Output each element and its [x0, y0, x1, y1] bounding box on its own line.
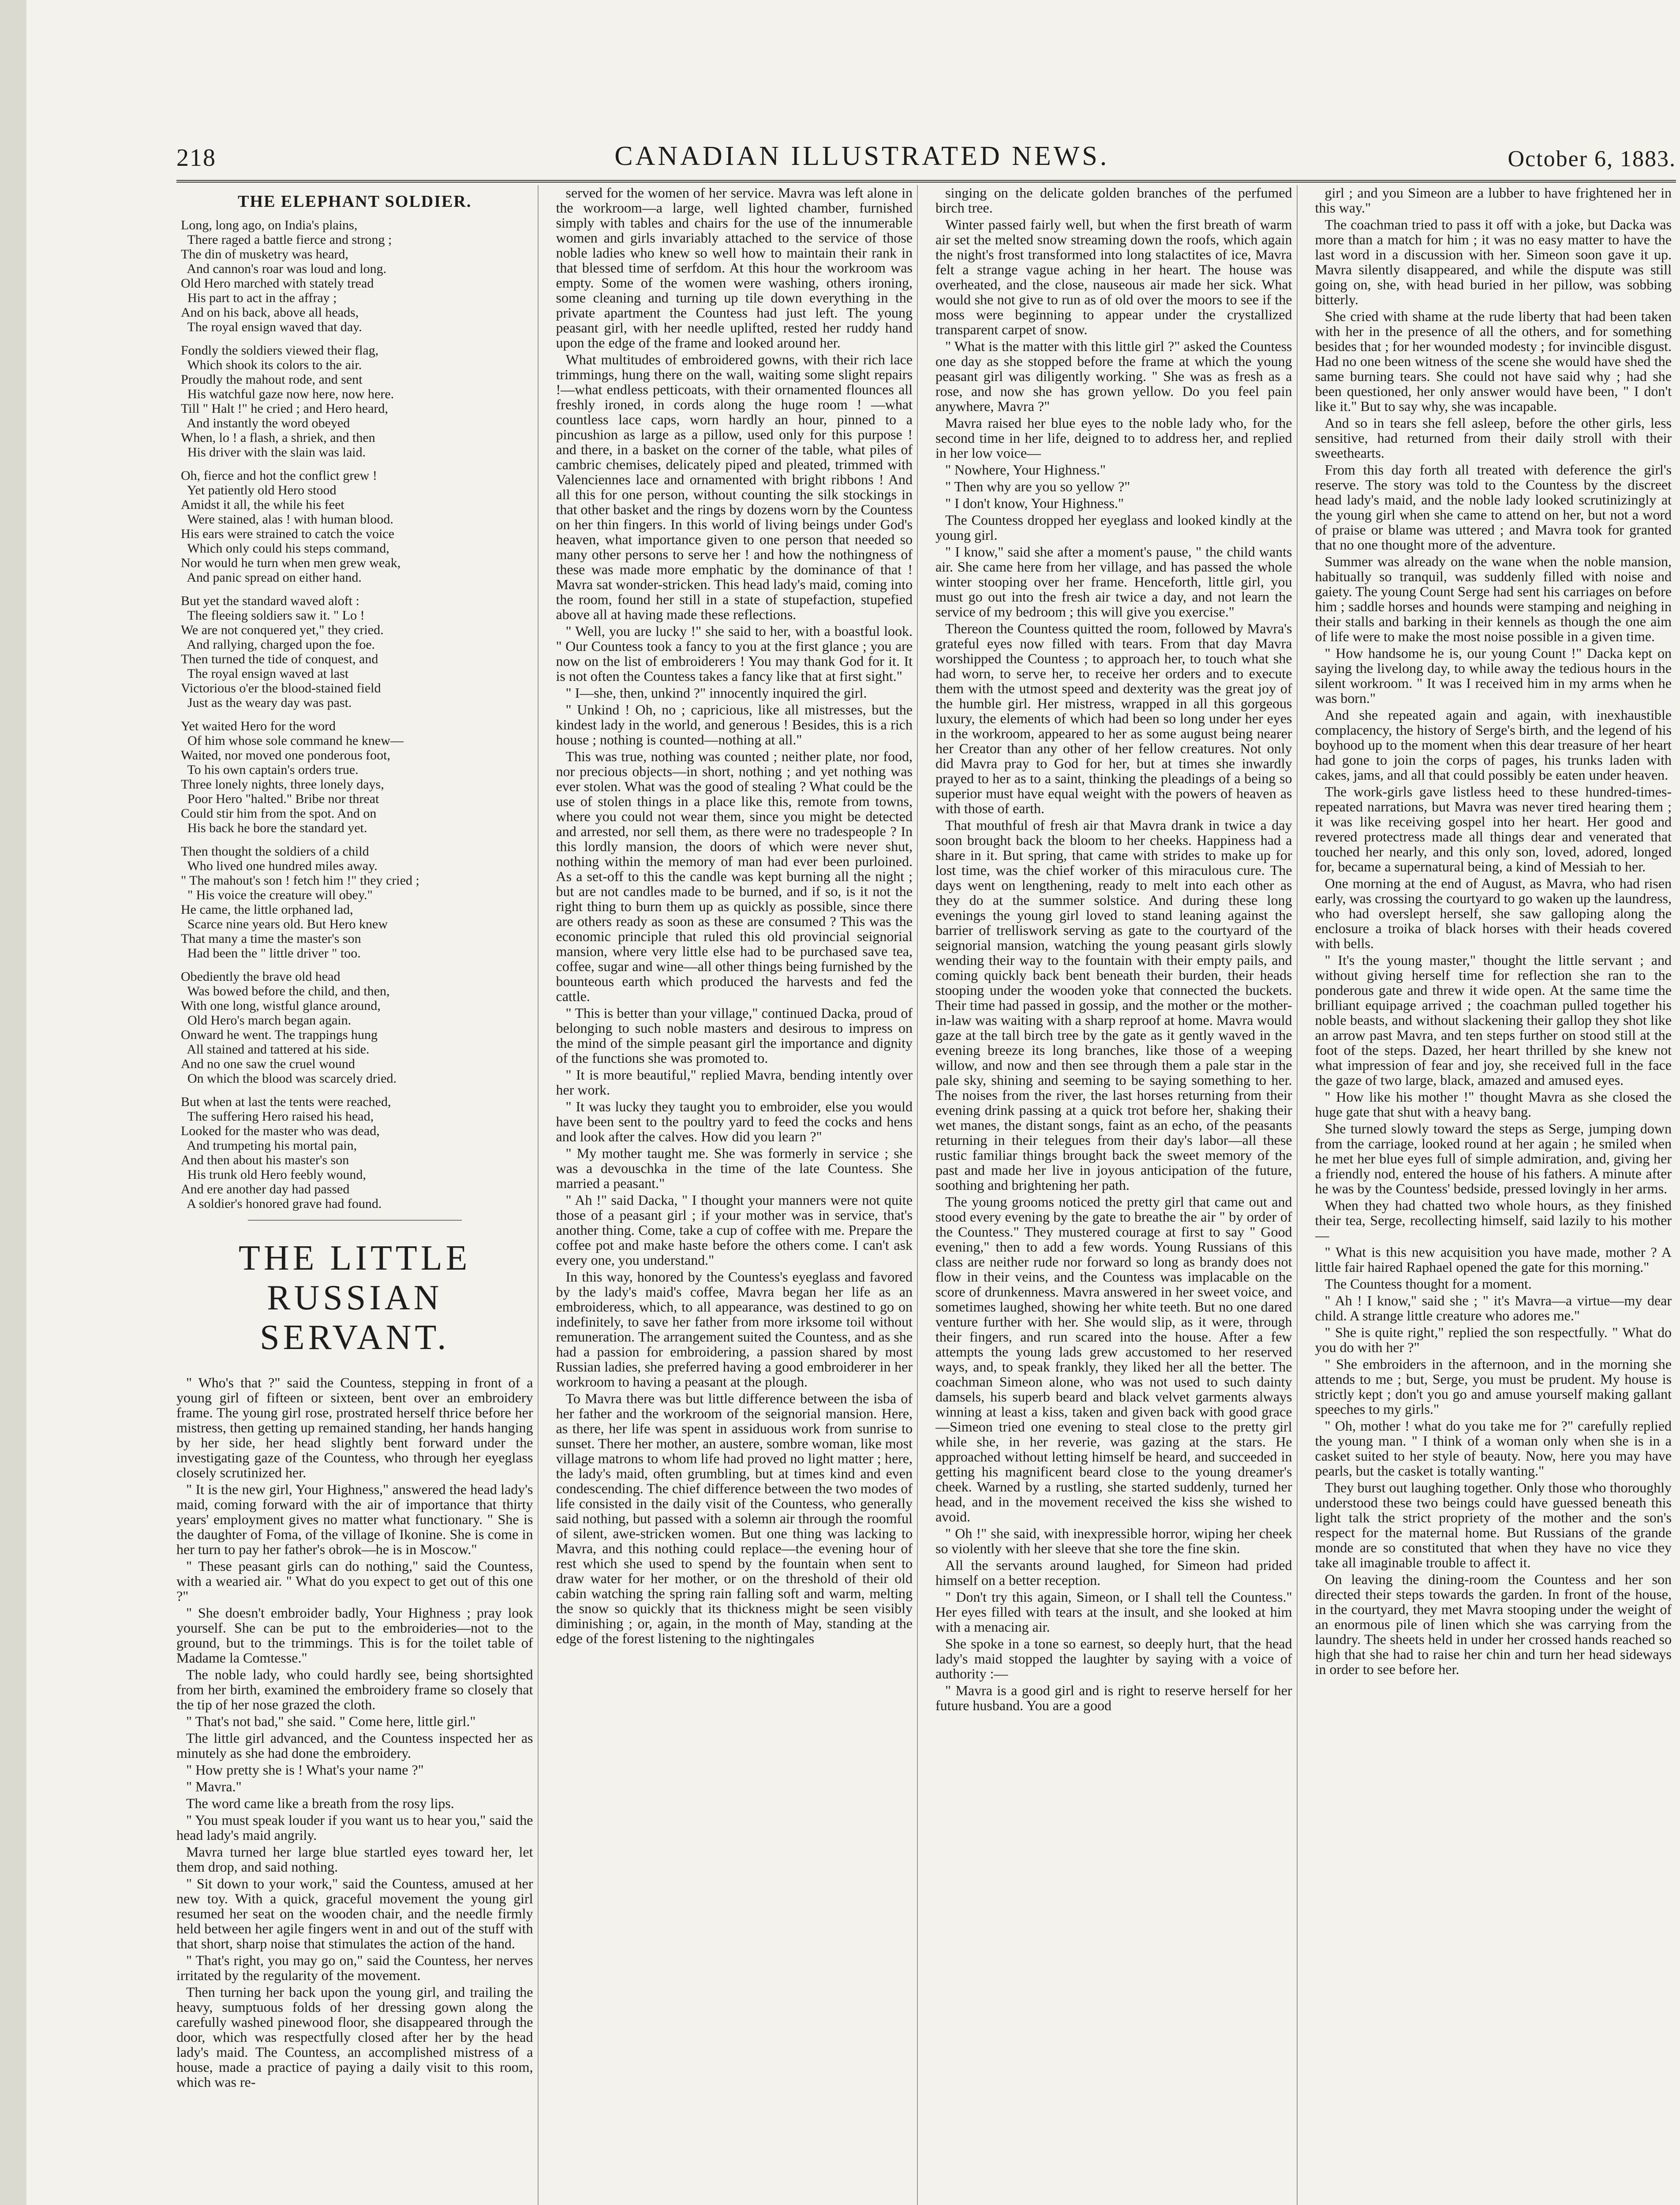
poem-line: But yet the standard waved aloft : — [181, 594, 359, 608]
newspaper-title: CANADIAN ILLUSTRATED NEWS. — [614, 141, 1110, 171]
poem-line: When, lo ! a flash, a shriek, and then — [181, 430, 375, 445]
paragraph: " This is better than your village," continued Dacka, proud of belonging to such noble masters and desirous to impress on the mind of the simple peasant girl the importance and dignity of the functions she was promoted to. — [556, 1005, 913, 1066]
column-1 — [176, 185, 539, 2205]
paragraph: " Who's that ?" said the Countess, stepping in front of a young girl of fifteen or sixteen, bent over an embroidery frame. The young girl rose, prostrated herself thrice before her mistress, then getting up remained standing, her hands hanging by her side, her head slightly bent forward under the investigating gaze of the Countess, who through her eyeglass closely scrutinized her. — [176, 1375, 533, 1480]
paragraph: " What is the matter with this little girl ?" asked the Countess one day as she stopped before the frame at which the young peasant girl was diligently working. " She was as fresh as a rose, and now she has grown yellow. Do you feel pain anywhere, Mavra ?" — [935, 338, 1292, 414]
poem-line: Then thought the soldiers of a child — [181, 844, 369, 859]
paragraph: And she repeated again and again, with inexhaustible complacency, the history of Serge's birth, and the legend of his boyhood up to the moment when this dear treasure of her heart had gone to join the corps of pages, his trunks laden with cakes, jams, and all that could possibly be eaten under heaven. — [1315, 707, 1672, 783]
poem-stanza — [176, 594, 533, 710]
poem-line: A soldier's honored grave had found. — [181, 1196, 382, 1211]
poem-stanza — [176, 218, 533, 334]
paragraph: " Sit down to your work," said the Countess, amused at her new toy. With a quick, graceful movement the young girl resumed her seat on the wooden chair, and the needle firmly held between her agile fingers went in and out of the stuff with that short, sharp noise that stimulates the action of the hand. — [176, 1876, 533, 1951]
issue-date: October 6, 1883. — [1508, 146, 1676, 172]
poem-line: Poor Hero "halted." Bribe nor threat — [181, 792, 379, 806]
poem-line: His driver with the slain was laid. — [181, 445, 366, 460]
story-title — [176, 1238, 533, 1357]
paragraph: " It's the young master," thought the little servant ; and without giving herself time for reflection she ran to the ponderous gate and threw it wide open. At the same time the brilliant equipage arrived ; the coachman pulled together his noble beasts, and without slackening their gallop they shot like an arrow past Mavra, and ten steps further on stood still at the foot of the steps. Dazed, her heart thrilled by she knew not what impression of fear and joy, she received full in the face the gaze of two large, black, amazed and amused eyes. — [1315, 952, 1672, 1088]
paragraph: " You must speak louder if you want us to hear you," said the head lady's maid angrily. — [176, 1812, 533, 1843]
paragraph: Mavra turned her large blue startled eyes toward her, let them drop, and said nothing. — [176, 1844, 533, 1875]
poem-line: And rallying, charged upon the foe. — [181, 637, 375, 652]
poem-line: And ere another day had passed — [181, 1182, 350, 1196]
page-header — [176, 128, 1676, 183]
poem-line: Proudly the mahout rode, and sent — [181, 372, 363, 387]
paragraph: On leaving the dining-room the Countess and her son directed their steps towards the garden. In front of the house, in the courtyard, they met Mavra stooping under the weight of an enormous pile of linen which she was carrying from the laundry. The sheets held in under her crossed hands reached so high that she had to raise her chin and turn her head sideways in order to see before her. — [1315, 1571, 1672, 1677]
paragraph: The noble lady, who could hardly see, being shortsighted from her birth, examined the embroidery frame so closely that the tip of her nose grazed the cloth. — [176, 1667, 533, 1712]
paragraph: " I don't know, Your Highness." — [945, 495, 1124, 511]
poem-line: But when at last the tents were reached, — [181, 1095, 391, 1109]
poem-stanza — [176, 1095, 533, 1211]
poem-stanza — [176, 343, 533, 460]
paragraph: Summer was already on the wane when the noble mansion, habitually so tranquil, was suddenly filled with noise and gaiety. The young Count Serge had sent his carriages on before him ; saddle horses and hounds were stamping and neighing in their stalls and barking in their kennels as though the one aim of life were to make the most noise possible in a given time. — [1315, 553, 1672, 644]
poem-line: That many a time the master's son — [181, 931, 361, 946]
paragraph: served for the women of her service. Mavra was left alone in the workroom—a large, well lighted chamber, furnished simply with tables and chairs for the use of the innumerable women and girls invariably attached to the service of those noble ladies who knew so well how to maintain their rank in that blessed time of serfdom. At this hour the workroom was empty. Some of the women were washing, others ironing, some cleaning and turning up tile down everything in the private apartment the Countess had just left. The young peasant girl, with her needle uplifted, rested her ruddy hand upon the edge of the frame and looked around her. — [556, 185, 913, 351]
poem-line: Oh, fierce and hot the conflict grew ! — [181, 468, 377, 483]
poem-line: Long, long ago, on India's plains, — [181, 218, 358, 232]
paragraph: That mouthful of fresh air that Mavra drank in twice a day soon brought back the bloom to her cheeks. Happiness had a share in it. But spring, that came with strides to make up for lost time, was the chief worker of this miraculous cure. The days went on lengthening, ready to melt into each other as they do at the summer solstice. And during these long evenings the young girl loved to stand leaning against the barrier of trelliswork serving as gate to the courtyard of the seignorial mansion, watching the young peasant girls slowly wending their way to the fountain with their empty pails, and coming quickly back bent beneath their burden, their heads stooping under the wooden yoke that connected the buckets. Their time had passed in gossip, and the mother or the mother-in-law was waiting with a sharp reproof at home. Mavra would gaze at the tall birch tree by the gate as it gently waved in the evening breeze its long branches, like those of a weeping willow, and now and then see through them a pale star in the pale sky, shining and seeming to be saying something to her. The noises from the river, the last horses returning from their evening drink passing at a quick trot before her, shaking their wet manes, the distant songs, faint as an echo, of the peasants returning in their telegues from their day's labor—all these rustic familiar things brought back the sweet memory of the past and made her live in joyous anticipation of the future, soothing and brightening her path. — [935, 817, 1292, 1193]
poem-line: Who lived one hundred miles away. — [181, 859, 378, 873]
poem-line: His back he bore the standard yet. — [181, 821, 367, 835]
paragraph: " Ah !" said Dacka, " I thought your manners were not quite those of a peasant girl ; if your mother was in service, that's another thing. Come, take a cup of coffee with me. Prepare the coffee pot and make haste before the others come. I can't ask every one, you understand." — [556, 1192, 913, 1268]
poem-line: Were stained, alas ! with human blood. — [181, 512, 393, 527]
paragraph: " Oh !" she said, with inexpressible horror, wiping her cheek so violently with her sleeve that she tore the fine skin. — [935, 1525, 1292, 1556]
paragraph: The work-girls gave listless heed to these hundred-times-repeated narrations, but Mavra was never tired hearing them ; it was like receiving gospel into her heart. Her good and revered protectress made all things dear and venerated that touched her nearly, and this only son, loved, adored, longed for, became a supernatural being, a kind of Messiah to her. — [1315, 784, 1672, 875]
poem-line: Of him whose sole command he knew— — [181, 733, 404, 748]
poem-line: Old Hero's march began again. — [181, 1013, 352, 1028]
poem-stanza — [176, 719, 533, 835]
poem-line: Nor would he turn when men grew weak, — [181, 556, 401, 570]
poem-line: Just as the weary day was past. — [181, 695, 352, 710]
paragraph: One morning at the end of August, as Mavra, who had risen early, was crossing the courtyard to go waken up the laundress, who had overslept herself, she saw galloping along the enclosure a troika of black horses with their heads covered with bells. — [1315, 875, 1672, 951]
poem-line: With one long, wistful glance around, — [181, 998, 381, 1013]
poem-line: All stained and tattered at his side. — [181, 1042, 370, 1057]
poem-stanza — [176, 969, 533, 1086]
story-text-col3 — [935, 185, 1292, 1713]
story-text-col2 — [556, 185, 913, 1646]
poem-line: Obediently the brave old head — [181, 969, 340, 984]
paragraph: girl ; and you Simeon are a lubber to have frightened her in this way." — [1315, 185, 1672, 216]
poem-line: " The mahout's son ! fetch him !" they cried ; — [181, 873, 419, 888]
paragraph: When they had chatted two whole hours, as they finished their tea, Serge, recollecting himself, said lazily to his mother— — [1315, 1197, 1672, 1243]
column-2 — [556, 185, 918, 2205]
paragraph: The Countess thought for a moment. — [1325, 1276, 1532, 1292]
column-4 — [1315, 185, 1676, 2205]
paragraph: She spoke in a tone so earnest, so deeply hurt, that the head lady's maid stopped the laughter by saying with a voice of authority :— — [935, 1636, 1292, 1682]
paragraph: " Unkind ! Oh, no ; capricious, like all mistresses, but the kindest lady in the world, and generous ! Besides, this is a rich house ; nothing is counted—nothing at all." — [556, 702, 913, 747]
story-text-col4 — [1315, 185, 1672, 1677]
paragraph: She cried with shame at the rude liberty that had been taken with her in the presence of all the others, and for something besides that ; for her wounded modesty ; for invincible disgust. Had no one been witness of the scene she would have shed the same burning tears. She could not have said why ; had she been questioned, her only answer would have been, " I don't like it." But to say why, she was incapable. — [1315, 308, 1672, 414]
poem-line: And on his back, above all heads, — [181, 305, 359, 320]
paragraph: " It was lucky they taught you to embroider, else you would have been sent to the poultry yard to feed the cocks and hens and look after the calves. How did you learn ?" — [556, 1099, 913, 1144]
poem-line: Victorious o'er the blood-stained field — [181, 681, 381, 695]
paragraph: " Mavra is a good girl and is right to reserve herself for her future husband. You are a good — [935, 1682, 1292, 1713]
poem-line: Yet waited Hero for the word — [181, 719, 336, 733]
poem-line: Waited, nor moved one ponderous foot, — [181, 748, 390, 762]
poem-line: His watchful gaze now here, now here. — [181, 387, 394, 401]
poem-line: On which the blood was scarcely dried. — [181, 1071, 397, 1086]
paragraph: Thereon the Countess quitted the room, followed by Mavra's grateful eyes now filled with tears. From that day Mavra worshipped the Countess ; to approach her, to touch what she had worn, to serve her, to receive her orders and to execute them with the utmost speed and dexterity was the great joy of the humble girl. Her mistress, wrapped in all this gorgeous luxury, the elements of which had been so long under her eyes in the workroom, appeared to her as some august being nearer her Creator than any other of her fellow creatures. Not only did Mavra pray to God for her, but at times she inwardly prayed to her as to a saint, thinking the pleadings of a being so superior must have equal weight with the powers of heaven as with those of earth. — [935, 620, 1292, 816]
poem-line: Fondly the soldiers viewed their flag, — [181, 343, 379, 358]
poem-line: And cannon's roar was loud and long. — [181, 262, 387, 276]
paragraph: " She is quite right," replied the son respectfully. " What do you do with her ?" — [1315, 1324, 1672, 1355]
poem-line: Could stir him from the spot. And on — [181, 806, 377, 821]
paragraph: In this way, honored by the Countess's eyeglass and favored by the lady's maid's coffee, Mavra began her life as an embroideress, which, to all appearance, was destined to go on indefinitely, to save her father from more irksome toil without remuneration. The arrangement suited the Countess, and as she had a passion for embroidering, a passion shared by most Russian ladies, she preferred having a good embroiderer in her workroom to having a peasant at the plough. — [556, 1269, 913, 1390]
poem-line: Which only could his steps command, — [181, 541, 389, 556]
poem-line: And then about his master's son — [181, 1153, 349, 1167]
poem-line: To his own captain's orders true. — [181, 762, 359, 777]
paragraph: Mavra raised her blue eyes to the noble lady who, for the second time in her life, deigned to to address her, and replied in her low voice— — [935, 415, 1292, 461]
poem-line: Till " Halt !" he cried ; and Hero heard, — [181, 401, 388, 416]
poem-line: The royal ensign waved at last — [181, 666, 349, 681]
paragraph: " That's not bad," she said. " Come here, little girl." — [186, 1713, 476, 1729]
paragraph: " Nowhere, Your Highness." — [945, 462, 1106, 478]
page-number: 218 — [176, 144, 216, 172]
newspaper-page — [176, 110, 1680, 2205]
paragraph: " How handsome he is, our young Count !" Dacka kept on saying the livelong day, to while away the tedious hours in the silent workroom. " It was I received him in my arms when he was born." — [1315, 645, 1672, 706]
paragraph: " Well, you are lucky !" she said to her, with a boastful look. " Our Countess took a fancy to you at the first glance ; you are now on the list of embroiderers ! You may thank God for it. It is not often the Countess takes a fancy like that at first sight." — [556, 623, 913, 684]
poem-line: His ears were strained to catch the voice — [181, 527, 394, 541]
paragraph: To Mavra there was but little difference between the isba of her father and the workroom of the seignorial mansion. Here, as there, her life was spent in assiduous work from sunrise to sunset. There her mother, an austere, sombre woman, like most village matrons to whom life had proved no light matter ; here, the lady's maid, often grumbling, but at times kind and even condescending. The chief difference between the two modes of life consisted in the daily visit of the Countess, who generally said nothing, but passed with a solemn air through the roomful of silent, awe-stricken women. But one thing was lacking to Mavra, and this nothing could replace—the evening hour of rest which she used to spend by the fountain when sent to draw water for her mother, or on the threshold of their old cabin watching the spring rain falling soft and warm, melting the snow so quickly that its thickness might be seen visibly diminishing ; or, again, in the month of May, standing at the edge of the forest listening to the nightingales — [556, 1390, 913, 1646]
story-title-line2: SERVANT. — [260, 1318, 450, 1357]
paragraph: All the servants around laughed, for Simeon had prided himself on a better reception. — [935, 1557, 1292, 1588]
paragraph: " Mavra." — [186, 1779, 242, 1794]
column-3 — [935, 185, 1298, 2205]
poem-line: Three lonely nights, three lonely days, — [181, 777, 384, 792]
paragraph: " Ah ! I know," said she ; " it's Mavra—a virtue—my dear child. A strange little creature who adores me." — [1315, 1293, 1672, 1323]
poem-line: And trumpeting his mortal pain, — [181, 1138, 357, 1153]
poem-line: Which shook its colors to the air. — [181, 358, 362, 372]
paragraph: " It is the new girl, Your Highness," answered the head lady's maid, coming forward with the air of importance that thirty years' employment gives no matter what functionary. " She is the daughter of Foma, of the village of Ikonine. She is come in her turn to pay her father's obrok—he is in Moscow." — [176, 1481, 533, 1557]
paragraph: The young grooms noticed the pretty girl that came out and stood every evening by the gate to breathe the air " by order of the Countess." They mustered courage at first to say " Good evening," then to add a few words. Young Russians of this class are neither rude nor forward so long as brandy does not flow in their veins, and the Countess was implacable on the score of drunkenness. Mavra answered in her sweet voice, and sometimes laughed, showing her white teeth. But no one dared venture further with her. She would slip, as it were, through their fingers, and run scared into the house. After a few attempts the young lads grew accustomed to her reserved ways, and, to speak frankly, they liked her all the better. The coachman Simeon alone, who was not used to such dainty damsels, his superb beard and black velvet garments always winning at least a kiss, taken and given back with good grace—Simeon tried one evening to steal close to the pretty girl while she, in her reverie, was gazing at the stars. He approached without letting himself be heard, and succeeded in getting his magnificent beard close to the young dreamer's cheek. Warned by a rustling, she started suddenly, turned her head, and in the movement received the kiss she wished to avoid. — [935, 1194, 1292, 1525]
poem-line: Onward he went. The trappings hung — [181, 1028, 378, 1042]
paragraph: " How like his mother !" thought Mavra as she closed the huge gate that shut with a heavy bang. — [1315, 1089, 1672, 1120]
paragraph: Then turning her back upon the young girl, and trailing the heavy, sumptuous folds of her dressing gown along the carefully washed pinewood floor, she disappeared through the door, which was respectfully closed after her by the head lady's maid. The Countess, an accomplished mistress of a house, made a practice of paying a daily visit to this room, which was re- — [176, 1984, 533, 2090]
paragraph: The Countess dropped her eyeglass and looked kindly at the young girl. — [935, 512, 1292, 543]
paragraph: " That's right, you may go on," said the Countess, her nerves irritated by the regularity of the movement. — [176, 1952, 533, 1983]
paragraph: The coachman tried to pass it off with a joke, but Dacka was more than a match for him ; it was no easy matter to have the last word in a discussion with her. Simeon soon gave it up. Mavra silently disappeared, and while the dispute was still going on, she, with head buried in her pillow, was sobbing bitterly. — [1315, 217, 1672, 307]
paragraph: " I know," said she after a moment's pause, " the child wants air. She came here from her village, and has passed the whole winter stooping over her frame. Henceforth, little girl, you must go out into the fresh air twice a day, and not learn the service of my bedroom ; this will give you exercise." — [935, 544, 1292, 620]
poem-line: His part to act in the affray ; — [181, 291, 337, 305]
poem-line: Old Hero marched with stately tread — [181, 276, 374, 291]
paragraph: " Don't try this again, Simeon, or I shall tell the Countess." Her eyes filled with tears at the insult, and she looked at him with a menacing air. — [935, 1589, 1292, 1635]
paragraph: singing on the delicate golden branches of the perfumed birch tree. — [935, 185, 1292, 216]
poem-line: And instantly the word obeyed — [181, 416, 350, 430]
poem-line: Scarce nine years old. But Hero knew — [181, 917, 388, 931]
paragraph: This was true, nothing was counted ; neither plate, nor food, nor precious objects—in short, nothing ; and yet nothing was ever stolen. What was the good of stealing ? What could be the use of stolen things in a place like this, remote from towns, where you could not wear them, since you might be detected and arrested, nor sell them, as there were no tradespeople ? In this lordly mansion, the doors of which were never shut, nothing within the memory of man had ever been purloined. As a set-off to this the candle was kept burning all the night ; but are not candles made to be burned, and if so, is it not the right thing to burn them up as quickly as possible, since there are others ready as soon as these are consumed ? This was the economic principle that ruled this old provincial seignorial mansion, where very little else had to be purchased save tea, coffee, sugar and wine—all other things being furnished by the bounteous earth which produced the harvests and fed the cattle. — [556, 748, 913, 1004]
poem-line: The royal ensign waved that day. — [181, 320, 362, 334]
poem-stanza — [176, 468, 533, 585]
poem-line: The fleeing soldiers saw it. " Lo ! — [181, 608, 365, 623]
paragraph: What multitudes of embroidered gowns, with their rich lace trimmings, hung there on the wall, waiting some slight repairs !—what endless petticoats, with their ornamented flounces all freshly ironed, in cords along the huge room ! —what countless lace caps, worn hardly an hour, pinned to a pincushion as large as a pillow, used only for this purpose ! and there, in a basket on the corner of the table, what piles of cambric chemises, delicately piped and pleated, trimmed with Valenciennes lace and ornamented with bright ribbons ! And all this for one person, without counting the silk stockings in that other basket and the rings by dozens worn by the Countess on her thin fingers. In this world of living beings under God's heaven, what importance given to one person that needed so many other persons to serve her ! and how the nothingness of these was made more emphatic by the dominance of that ! Mavra sat wonder-stricken. This head lady's maid, coming into the room, found her still in a state of stupefaction, stupefied above all at having made these reflections. — [556, 351, 913, 622]
poem-line: Then turned the tide of conquest, and — [181, 652, 378, 666]
story-title-line1: THE LITTLE RUSSIAN — [239, 1239, 471, 1317]
story-text-col1 — [176, 1375, 533, 2089]
paragraph: " Oh, mother ! what do you take me for ?" carefully replied the young man. " I think of a woman only when she is in a casket suited to her style of beauty. Now, here you may have pearls, but the casket is totally wanting." — [1315, 1418, 1672, 1479]
poem-line: His trunk old Hero feebly wound, — [181, 1167, 366, 1182]
poem-body — [176, 218, 533, 1211]
poem-stanza — [176, 844, 533, 960]
paragraph: " She embroiders in the afternoon, and in the morning she attends to me ; but, Serge, you must be prudent. My house is strictly kept ; don't you go and amuse yourself making gallant speeches to my girls." — [1315, 1356, 1672, 1417]
paragraph: They burst out laughing together. Only those who thoroughly understood these two beings could have guessed beneath this light talk the strict propriety of the mother and the son's respect for the maternal home. But Russians of the grande monde are so constituted that when they have no vice they take all imaginable trouble to affect it. — [1315, 1480, 1672, 1570]
poem-line: Was bowed before the child, and then, — [181, 984, 390, 998]
poem-line: Had been the " little driver " too. — [181, 946, 361, 960]
paragraph: Winter passed fairly well, but when the first breath of warm air set the melted snow streaming down the roofs, which again the night's frost transformed into long stalactites of ice, Mavra felt a strange vague aching in her heart. The house was overheated, and the close, nauseous air made her sick. What would she not give to run as of old over the moors to see if the moss were beginning to appear under the crystallized transparent carpet of snow. — [935, 217, 1292, 337]
poem-line: Amidst it all, the while his feet — [181, 497, 344, 512]
paragraph: " It is more beautiful," replied Mavra, bending intently over her work. — [556, 1067, 913, 1098]
poem-line: Looked for the master who was dead, — [181, 1124, 380, 1138]
poem-line: Yet patiently old Hero stood — [181, 483, 337, 497]
poem-line: The suffering Hero raised his head, — [181, 1109, 374, 1124]
paragraph: " These peasant girls can do nothing," said the Countess, with a wearied air. " What do you expect to get out of this one ?" — [176, 1558, 533, 1604]
poem-line: The din of musketry was heard, — [181, 247, 348, 262]
divider — [248, 1220, 462, 1221]
poem-line: And panic spread on either hand. — [181, 570, 362, 585]
poem-line: There raged a battle fierce and strong ; — [181, 232, 392, 247]
article-columns — [176, 185, 1676, 2205]
paragraph: " What is this new acquisition you have made, mother ? A little fair haired Raphael opened the gate for this morning." — [1315, 1244, 1672, 1275]
paragraph: The word came like a breath from the rosy lips. — [186, 1795, 454, 1811]
paragraph: The little girl advanced, and the Countess inspected her as minutely as she had done the embroidery. — [176, 1730, 533, 1761]
poem-line: " His voice the creature will obey." — [181, 888, 373, 902]
paragraph: And so in tears she fell asleep, before the other girls, less sensitive, had returned from their daily stroll with their sweethearts. — [1315, 415, 1672, 461]
poem-line: He came, the little orphaned lad, — [181, 902, 353, 917]
poem-title: THE ELEPHANT SOLDIER. — [238, 192, 472, 211]
poem-line: We are not conquered yet," they cried. — [181, 623, 384, 637]
scan-margin — [0, 0, 26, 2205]
paragraph: " How pretty she is ! What's your name ?" — [186, 1762, 424, 1778]
paragraph: She turned slowly toward the steps as Serge, jumping down from the carriage, looked round at her again ; he smiled when he met her blue eyes full of simple admiration, and, giving her a friendly nod, entered the house of his fathers. A minute after he was by the Countess' bedside, pressed lovingly in her arms. — [1315, 1121, 1672, 1196]
paragraph: " My mother taught me. She was formerly in service ; she was a devouschka in the time of the late Countess. She married a peasant." — [556, 1145, 913, 1191]
paragraph: " I—she, then, unkind ?" innocently inquired the girl. — [565, 685, 867, 701]
paragraph: " She doesn't embroider badly, Your Highness ; pray look yourself. She can be put to the embroideries—not to the ground, but to the trimmings. This is for the toilet table of Madame la Comtesse." — [176, 1605, 533, 1666]
poem-line: And no one saw the cruel wound — [181, 1057, 355, 1071]
paragraph: " Then why are you so yellow ?" — [945, 478, 1130, 494]
paragraph: From this day forth all treated with deference the girl's reserve. The story was told to the Countess by the discreet head lady's maid, and the noble lady looked scrutinizingly at the young girl when she came to attend on her, but not a word of praise or blame was uttered ; and Mavra took for granted that no one thought more of the adventure. — [1315, 462, 1672, 553]
